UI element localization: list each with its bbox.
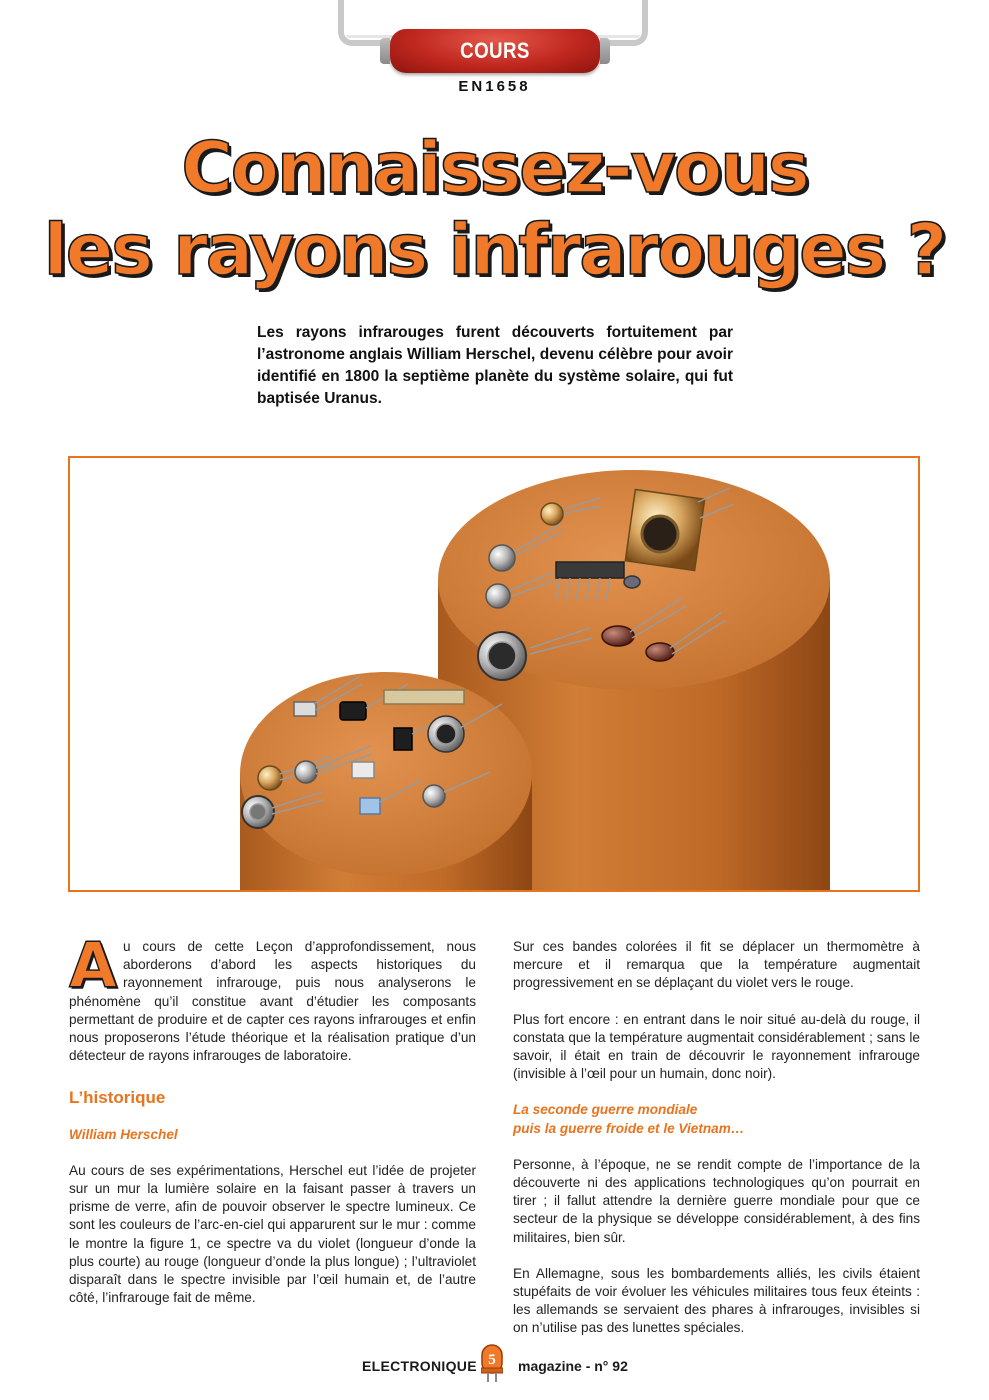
opening-paragraph-text: u cours de cette Leçon d’approfondissement, nous aborderons d’abord les aspects historiques du rayonnement infrarouge, puis nous analyserons le phénomène qu’il constitue avant d’étudier les composants permettant de produire et de capter ces rayons infrarouges et enfin nous proposerons l’étude théorique et la réalisation pratique d’un détecteur de rayons infrarouges de laboratoire. bbox=[69, 939, 476, 1064]
section-heading-history: L’historique bbox=[69, 1088, 166, 1108]
germany-paragraph: En Allemagne, sous les bombardements alliés, les civils étaient stupéfaits de voir évoluer les véhicules militaires tous feux éteints : les allemands se servaient des phares à infrarouges, invisibles si on n’utilise pas des lunettes spéciales. bbox=[513, 1265, 920, 1336]
discovery-paragraph: Plus fort encore : en entrant dans le noir situé au-delà du rouge, il constata que la température augmentait considérablement ; sans le savoir, il était en train de découvrir le rayonnement infrarouge (invisible à l’œil pour un humain, donc noir). bbox=[513, 1011, 920, 1082]
subheading-war-line2: puis la guerre froide et le Vietnam… bbox=[513, 1120, 745, 1136]
infrared-components-illustration bbox=[70, 458, 918, 890]
importance-paragraph: Personne, à l’époque, ne se rendit compte de l’importance de la découverte ni des applications technologiques qu’on pourrait en tirer ; il fallut attendre la dernière guerre mondiale pour que ce secteur de la physique se développe considérablement, à des fins militaires, bien sûr. bbox=[513, 1156, 920, 1245]
led-page-icon bbox=[481, 1344, 503, 1382]
article-code: EN1658 bbox=[458, 78, 531, 95]
article-photo bbox=[68, 456, 920, 892]
left-column bbox=[69, 929, 476, 1325]
drop-cap: A bbox=[69, 929, 117, 1002]
page-number: 5 bbox=[488, 1352, 496, 1368]
subheading-war-line1: La seconde guerre mondiale bbox=[513, 1102, 698, 1118]
article-title-line2: les rayons infrarouges ? bbox=[43, 209, 946, 291]
subheading-herschel: William Herschel bbox=[69, 1126, 178, 1142]
footer-magazine-name: ELECTRONIQUE bbox=[362, 1358, 477, 1374]
thermometer-paragraph: Sur ces bandes colorées il fit se déplacer un thermomètre à mercure et il remarqua que la température augmentait progressivement en se déplaçant du violet vers le rouge. bbox=[513, 939, 920, 991]
herschel-paragraph: Au cours de ses expérimentations, Herschel eut l’idée de projeter sur un mur la lumière solaire en la faisant passer à travers un prisme de verre, afin de pouvoir observer le spectre lumineux. Ce sont les couleurs de l’arc-en-ciel qui apparurent sur le mur : comme le montre la figure 1, ce spectre va du violet (longueur d’onde la plus courte) au rouge (longueur d’onde la plus longue) ; l’ultraviolet disparaît dans le spectre invisible par l’œil humain et, de l’autre côté, l’infrarouge fait de même. bbox=[69, 1162, 476, 1306]
subheading-war bbox=[513, 1101, 920, 1137]
intro-paragraph: Les rayons infrarouges furent découverts fortuitement par l’astronome anglais William Herschel, devenu célèbre pour avoir identifié en 1800 la septième planète du système solaire, qui fut baptisée Uranus. bbox=[257, 324, 733, 407]
footer-issue: magazine - n° 92 bbox=[518, 1358, 628, 1374]
page-footer bbox=[0, 1352, 989, 1382]
right-column bbox=[513, 938, 920, 1356]
badge-cap-left bbox=[380, 38, 390, 64]
badge-cap-right bbox=[600, 38, 610, 64]
section-badge bbox=[390, 29, 600, 73]
section-label: COURS bbox=[460, 38, 530, 63]
opening-paragraph bbox=[69, 929, 476, 1065]
article-title-line1: Connaissez-vous bbox=[181, 127, 808, 209]
